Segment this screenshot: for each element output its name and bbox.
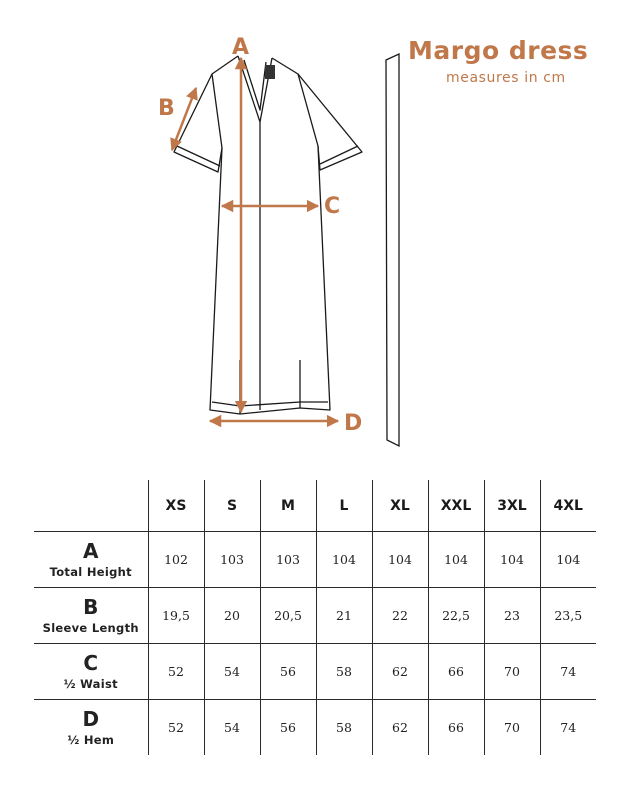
measure-b-label: B	[158, 96, 175, 121]
row-label	[34, 644, 148, 700]
measure-b-line	[172, 88, 196, 150]
table-cell: 22,5	[428, 588, 484, 644]
table-cell: 70	[484, 700, 540, 756]
table-cell: 54	[204, 700, 260, 756]
size-chart-table	[34, 480, 596, 755]
table-cell: 56	[260, 700, 316, 756]
table-cell: 74	[540, 644, 596, 700]
size-header: 3XL	[484, 480, 540, 532]
row-letter: B	[83, 594, 99, 619]
row-name: ½ Waist	[63, 676, 118, 691]
measure-d-label: D	[344, 411, 363, 436]
table-corner	[34, 480, 148, 532]
size-header: M	[260, 480, 316, 532]
row-name: Sleeve Length	[42, 620, 139, 635]
table-row	[34, 532, 596, 588]
table-cell: 56	[260, 644, 316, 700]
table-cell: 20	[204, 588, 260, 644]
table-cell: 21	[316, 588, 372, 644]
table-cell: 66	[428, 644, 484, 700]
table-cell: 104	[316, 532, 372, 588]
table-cell: 52	[148, 644, 204, 700]
product-title: Margo dress	[408, 36, 589, 65]
size-header: XS	[148, 480, 204, 532]
table-cell: 23	[484, 588, 540, 644]
row-letter: D	[82, 706, 100, 731]
table-cell: 23,5	[540, 588, 596, 644]
table-cell: 62	[372, 700, 428, 756]
table-row	[34, 588, 596, 644]
table-cell: 62	[372, 644, 428, 700]
table-cell: 58	[316, 700, 372, 756]
size-header: XL	[372, 480, 428, 532]
table-cell: 70	[484, 644, 540, 700]
table-row	[34, 644, 596, 700]
size-header-row	[34, 480, 596, 532]
neck-tag	[265, 65, 275, 79]
table-cell: 104	[540, 532, 596, 588]
size-header: S	[204, 480, 260, 532]
table-cell: 74	[540, 700, 596, 756]
table-cell: 54	[204, 644, 260, 700]
table-cell: 103	[260, 532, 316, 588]
table-cell: 104	[428, 532, 484, 588]
table-cell: 104	[484, 532, 540, 588]
row-label	[34, 700, 148, 756]
table-cell: 19,5	[148, 588, 204, 644]
size-header: 4XL	[540, 480, 596, 532]
row-label	[34, 588, 148, 644]
measure-c-label: C	[324, 194, 341, 219]
row-name: Total Height	[49, 564, 132, 579]
row-name: ½ Hem	[67, 732, 115, 747]
units-note: measures in cm	[446, 70, 566, 86]
dress-outline	[174, 56, 362, 414]
size-header: L	[316, 480, 372, 532]
size-header: XXL	[428, 480, 484, 532]
measure-a-label: A	[232, 35, 250, 60]
table-cell: 22	[372, 588, 428, 644]
table-cell: 58	[316, 644, 372, 700]
table-cell: 66	[428, 700, 484, 756]
table-cell: 20,5	[260, 588, 316, 644]
table-cell: 104	[372, 532, 428, 588]
row-letter: C	[83, 650, 99, 675]
table-cell: 103	[204, 532, 260, 588]
table-cell: 52	[148, 700, 204, 756]
table-cell: 102	[148, 532, 204, 588]
row-label	[34, 532, 148, 588]
row-letter: A	[83, 538, 99, 563]
dress-side-profile	[386, 54, 399, 446]
table-row	[34, 700, 596, 756]
